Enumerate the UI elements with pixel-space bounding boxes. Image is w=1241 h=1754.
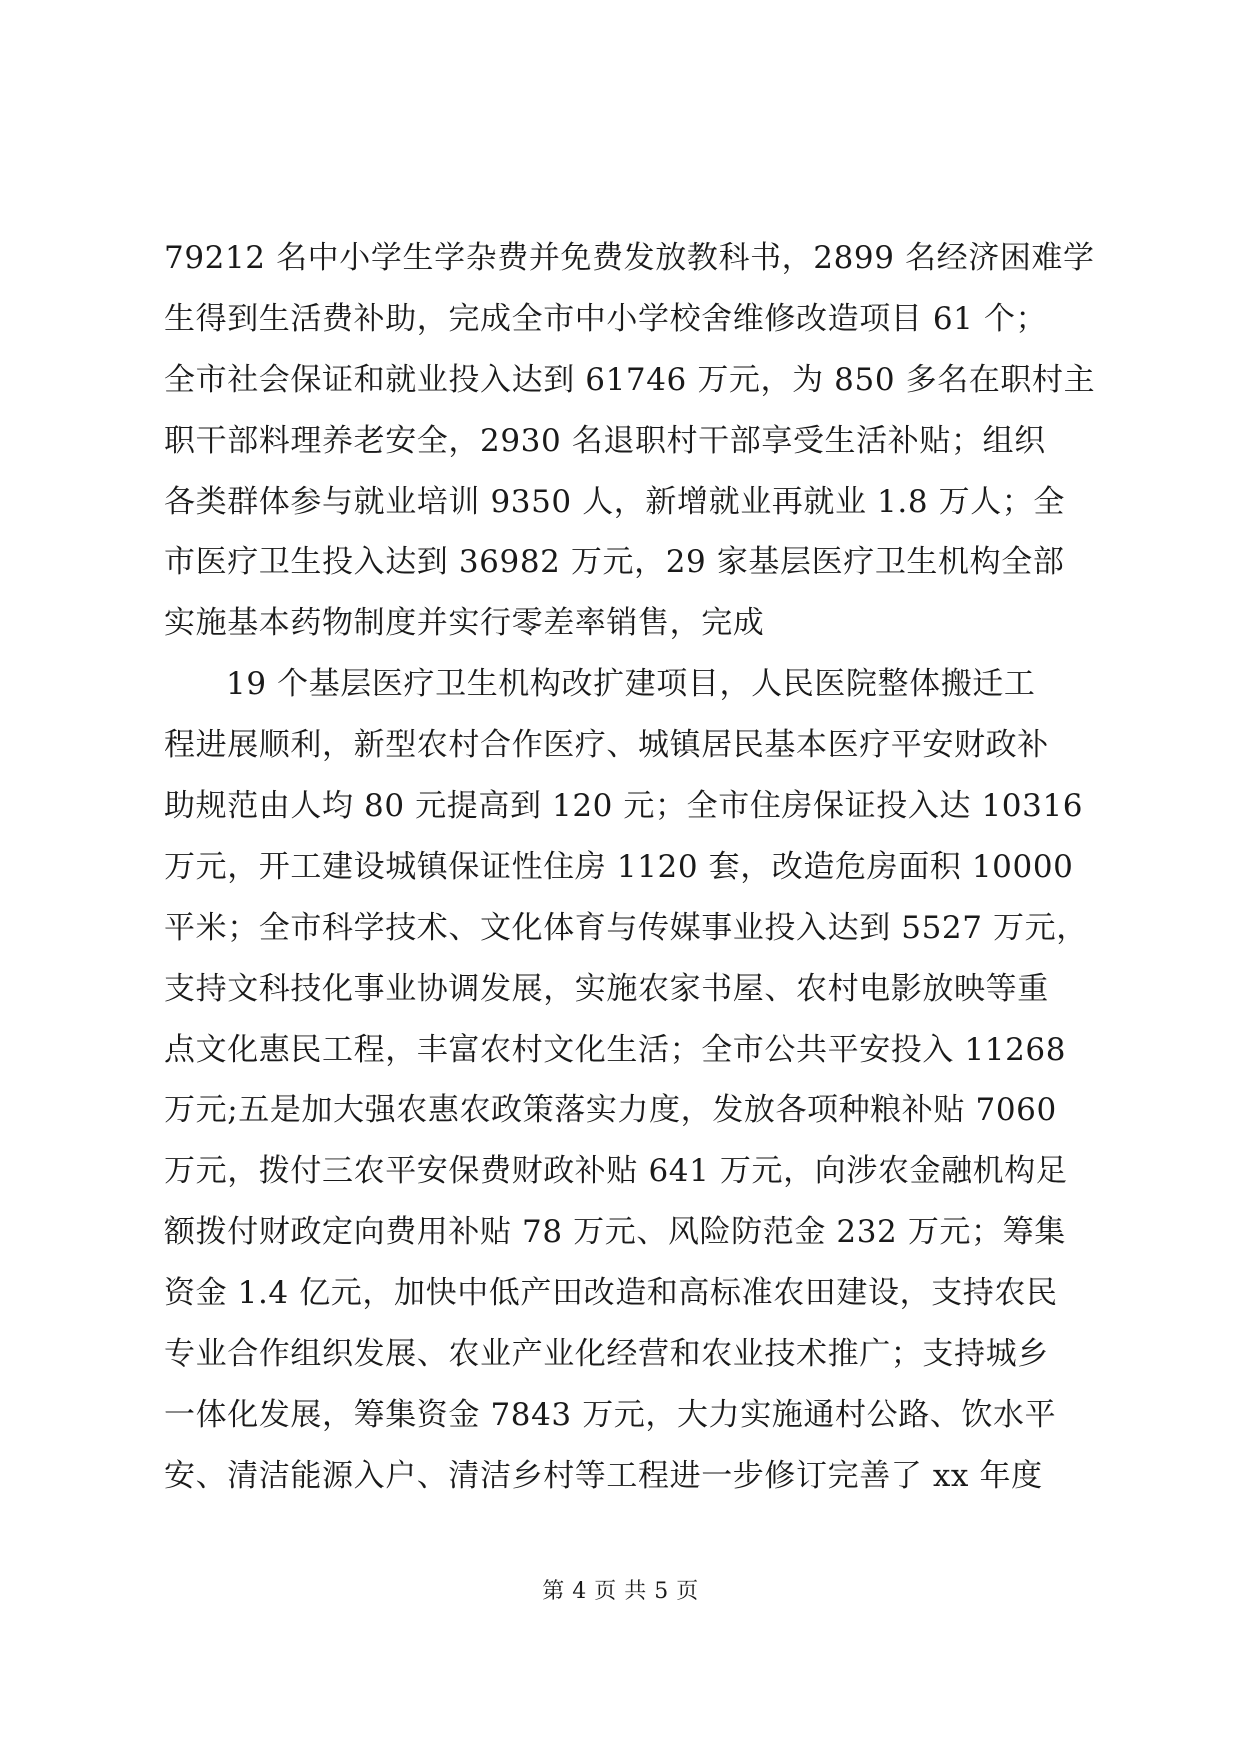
text-line: 程进展顺利，新型农村合作医疗、城镇居民基本医疗平安财政补 — [164, 727, 1049, 764]
text-line: 专业合作组织发展、农业产业化经营和农业技术推广；支持城乡 — [164, 1336, 1049, 1373]
page-number-label: 第 4 页 共 5 页 — [542, 1579, 699, 1604]
text-line: 万元;五是加大强农惠农政策落实力度，发放各项种粮补贴 7060 — [164, 1092, 1057, 1129]
text-line: 一体化发展，筹集资金 7843 万元，大力实施通村公路、饮水平 — [164, 1396, 1057, 1433]
paragraph-2 — [164, 654, 1088, 1506]
text-line: 助规范由人均 80 元提高到 120 元；全市住房保证投入达 10316 — [164, 788, 1084, 825]
text-line: 安、清洁能源入户、清洁乡村等工程进一步修订完善了 xx 年度 — [164, 1457, 1043, 1494]
text-line: 各类群体参与就业培训 9350 人，新增就业再就业 1.8 万人；全 — [164, 483, 1066, 520]
text-line: 资金 1.4 亿元，加快中低产田改造和高标准农田建设，支持农民 — [164, 1275, 1058, 1312]
text-line: 万元，拨付三农平安保费财政补贴 641 万元，向涉农金融机构足 — [164, 1153, 1068, 1190]
text-line: 市医疗卫生投入达到 36982 万元，29 家基层医疗卫生机构全部 — [164, 544, 1065, 581]
text-line: 实施基本药物制度并实行零差率销售，完成 — [164, 605, 765, 642]
text-line: 平米；全市科学技术、文化体育与传媒事业投入达到 5527 万元， — [164, 909, 1088, 946]
body-text — [164, 228, 1096, 1507]
text-line-indented: 19 个基层医疗卫生机构改扩建项目，人民医院整体搬迁工 — [226, 666, 1036, 703]
text-line: 生得到生活费补助，完成全市中小学校舍维修改造项目 61 个； — [164, 300, 1048, 337]
text-line: 支持文科技化事业协调发展，实施农家书屋、农村电影放映等重 — [164, 970, 1049, 1007]
text-line: 79212 名中小学生学杂费并免费发放教科书，2899 名经济困难学 — [164, 240, 1095, 276]
text-line: 万元，开工建设城镇保证性住房 1120 套，改造危房面积 10000 — [164, 848, 1074, 885]
page-footer — [0, 1577, 1241, 1607]
text-line: 全市社会保证和就业投入达到 61746 万元，为 850 多名在职村主 — [164, 361, 1096, 398]
paragraph-1 — [164, 228, 1096, 654]
text-line: 职干部料理养老安全，2930 名退职村干部享受生活补贴；组织 — [164, 422, 1046, 459]
text-line: 点文化惠民工程，丰富农村文化生活；全市公共平安投入 11268 — [164, 1031, 1067, 1068]
text-line: 额拨付财政定向费用补贴 78 万元、风险防范金 232 万元；筹集 — [164, 1214, 1066, 1251]
